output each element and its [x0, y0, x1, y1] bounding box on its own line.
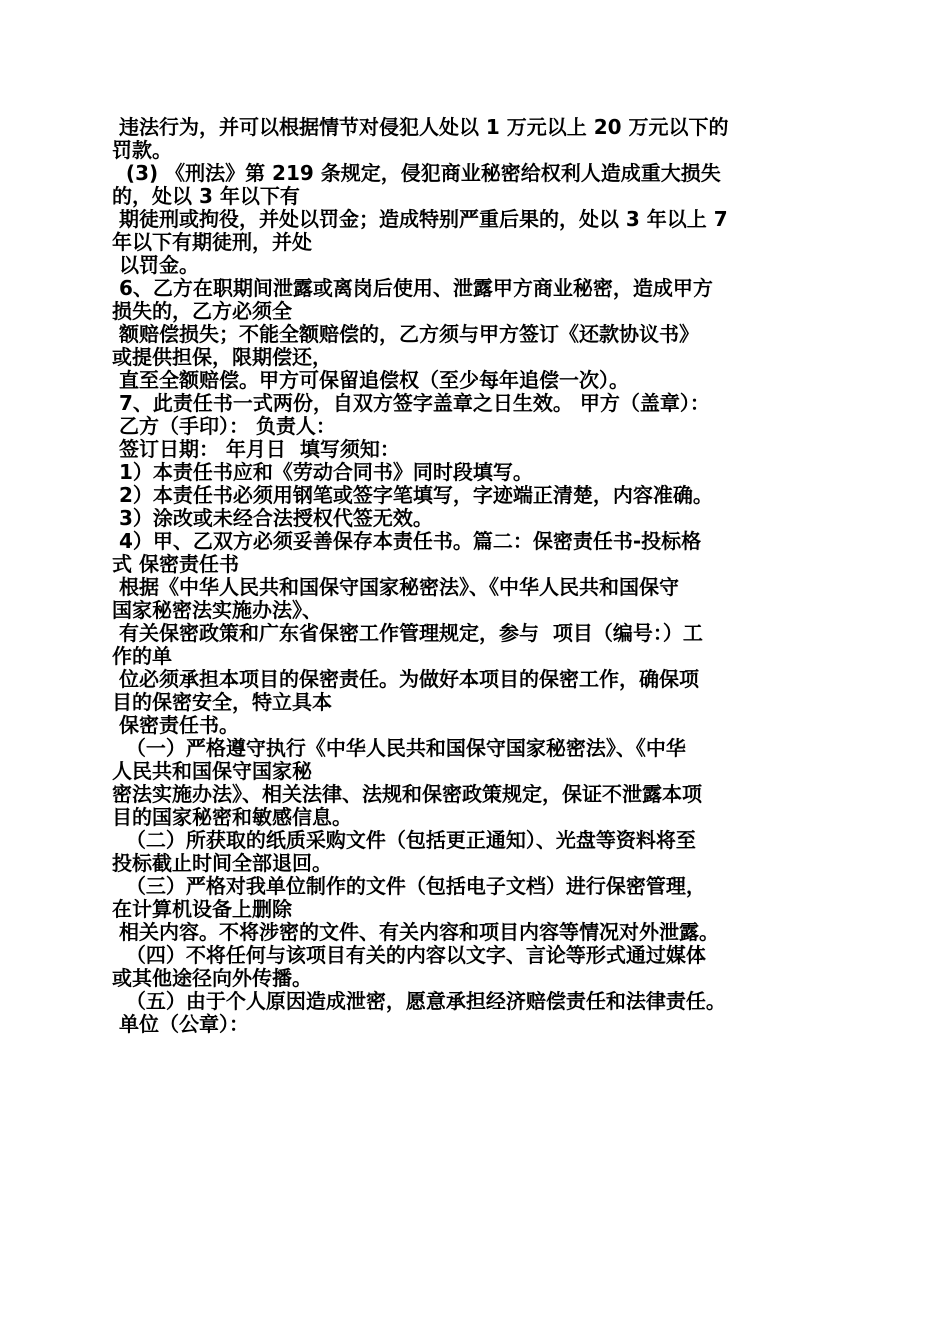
- text-line: 密法实施办法》、相关法律、法规和保密政策规定，保证不泄露本项: [112, 782, 702, 806]
- document-body: [112, 116, 842, 1036]
- text-line: 6、乙方在职期间泄露或离岗后使用、泄露甲方商业秘密，造成甲方: [112, 276, 713, 300]
- text-line: 式 保密责任书: [112, 552, 239, 576]
- text-line: 根据《中华人民共和国保守国家秘密法》、《中华人民共和国保守: [112, 575, 679, 599]
- text-line: 人民共和国保守国家秘: [112, 759, 312, 783]
- text-line: 国家秘密法实施办法》、: [112, 598, 322, 622]
- text-line: 有关保密政策和广东省保密工作管理规定，参与 项目（编号：）工: [112, 621, 703, 645]
- text-line: 作的单: [112, 644, 172, 668]
- text-line: 年以下有期徒刑，并处: [112, 230, 312, 254]
- text-line: 相关内容。不将涉密的文件、有关内容和项目内容等情况对外泄露。: [112, 920, 719, 944]
- text-line: （一）严格遵守执行《中华人民共和国保守国家秘密法》、《中华: [112, 736, 686, 760]
- text-line: 或其他途径向外传播。: [112, 966, 312, 990]
- text-line: （二）所获取的纸质采购文件（包括更正通知）、光盘等资料将至: [112, 828, 696, 852]
- text-line: 7、此责任书一式两份，自双方签字盖章之日生效。 甲方（盖章）：: [112, 391, 710, 415]
- text-line: 以罚金。: [112, 253, 199, 277]
- text-line: 位必须承担本项目的保密责任。为做好本项目的保密工作，确保项: [112, 667, 699, 691]
- text-line: (3) 《刑法》第 219 条规定，侵犯商业秘密给权利人造成重大损失: [112, 161, 721, 185]
- text-line: 2）本责任书必须用钢笔或签字笔填写，字迹端正清楚，内容准确。: [112, 483, 713, 507]
- text-line: 额赔偿损失；不能全额赔偿的，乙方须与甲方签订《还款协议书》: [112, 322, 699, 346]
- text-line: （四）不将任何与该项目有关的内容以文字、言论等形式通过媒体: [112, 943, 706, 967]
- text-line: 期徒刑或拘役，并处以罚金；造成特别严重后果的，处以 3 年以上 7: [112, 207, 728, 231]
- text-line: 投标截止时间全部退回。: [112, 851, 332, 875]
- text-line: 目的保密安全，特立具本: [112, 690, 332, 714]
- text-line: 在计算机设备上删除: [112, 897, 292, 921]
- text-line: 罚款。: [112, 138, 172, 162]
- text-line: 单位（公章）：: [112, 1012, 249, 1036]
- text-line: 4）甲、乙双方必须妥善保存本责任书。篇二：保密责任书-投标格: [112, 529, 702, 553]
- text-line: 损失的，乙方必须全: [112, 299, 292, 323]
- text-line: 违法行为，并可以根据情节对侵犯人处以 1 万元以上 20 万元以下的: [112, 115, 729, 139]
- text-line: 保密责任书。: [112, 713, 239, 737]
- text-line: 乙方（手印）： 负责人：: [112, 414, 336, 438]
- text-line: 目的国家秘密和敏感信息。: [112, 805, 352, 829]
- text-line: （三）严格对我单位制作的文件（包括电子文档）进行保密管理，: [112, 874, 706, 898]
- text-line: 3）涂改或未经合法授权代签无效。: [112, 506, 433, 530]
- text-line: 签订日期： 年月日 填写须知：: [112, 437, 400, 461]
- text-line: （五）由于个人原因造成泄密，愿意承担经济赔偿责任和法律责任。: [112, 989, 726, 1013]
- text-line: 1）本责任书应和《劳动合同书》同时段填写。: [112, 460, 533, 484]
- text-line: 直至全额赔偿。甲方可保留追偿权（至少每年追偿一次）。: [112, 368, 629, 392]
- text-line: 或提供担保，限期偿还，: [112, 345, 332, 369]
- text-line: 的，处以 3 年以下有: [112, 184, 300, 208]
